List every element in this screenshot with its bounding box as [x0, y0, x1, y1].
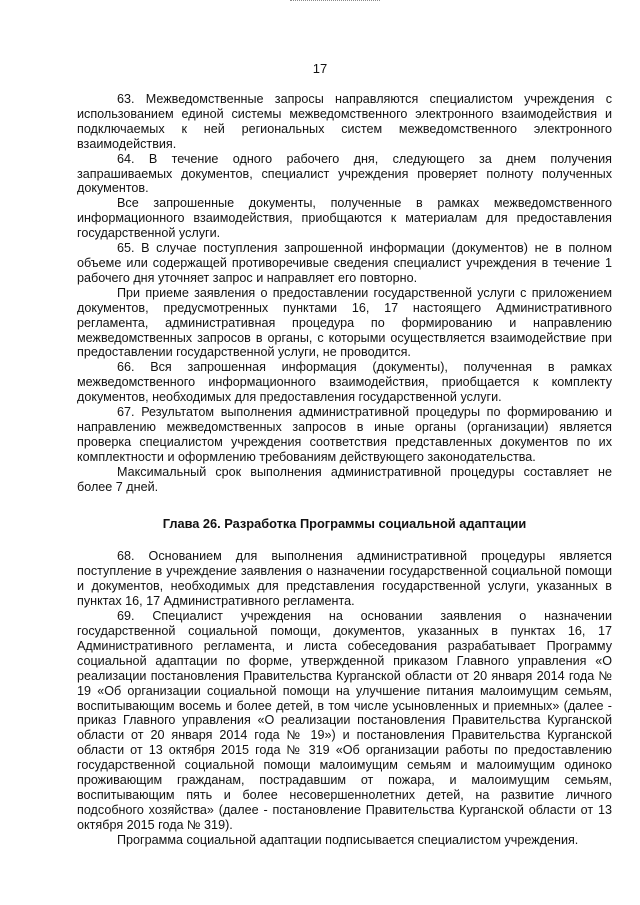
paragraph-68: 68. Основанием для выполнения административной процедуры является поступление в учреждение заявления о назначении государственной социальной помощи и документов, необходимых для представления государственной услуги, указанных в пунктах 16, 17 Административного регламента.: [77, 549, 612, 609]
paragraph-66: 66. Вся запрошенная информация (документы), полученная в рамках межведомственного информационного взаимодействия, приобщается к комплекту документов, необходимых для предоставления государственной услуги.: [77, 360, 612, 405]
paragraph-63: 63. Межведомственные запросы направляются специалистом учреждения с использованием единой системы межведомственного электронного взаимодействия и подключаемых к ней региональных систем межведомственного электронного взаимодействия.: [77, 92, 612, 151]
paragraph-67: 67. Результатом выполнения административной процедуры по формированию и направлению межведомственных запросов в иные органы (организации) является проверка специалистом учреждения соответствия представленных документов по их комплектности и оформлению требованиям действующего законодательства.: [77, 405, 612, 464]
chapter-title: Глава 26. Разработка Программы социальной адаптации: [162, 516, 527, 532]
paragraph-64: 64. В течение одного рабочего дня, следующего за днем получения запрашиваемых документов, специалист учреждения проверяет полноту полученных документов.: [77, 151, 612, 196]
document-body: [77, 92, 612, 848]
paragraph-69-signature: Программа социальной адаптации подписывается специалистом учреждения.: [117, 832, 579, 847]
paragraph-69: 69. Специалист учреждения на основании заявления о назначении государственной социальной помощи, документов, указанных в пунктах 16, 17 Административного регламента, и листа собеседования разрабатывает Программу социальной адаптации по форме, утвержденной приказом Главного управления «О реализации постановления Правительства Курганской области от 20 января 2014 года № 19 «Об организации социальной помощи на улучшение питания малоимущим семьям, воспитывающим восемь и более детей, в том числе усыновленных и приемных» (далее - приказ Главного управления «О реализации постановления Правительства Курганской области от 20 января 2014 года № 19») и постановления Правительства Курганской области от 13 октября 2015 года № 319 «Об организации работы по предоставлению государственной социальной помощи малоимущим семьям и малоимущим одиноко проживающим гражданам, пострадавшим от пожара, и малоимущим семьям, воспитывающим пять и более несовершеннолетних детей, на развитие личного подсобного хозяйства» (далее - постановление Правительства Курганской области от 13 октября 2015 года № 319).: [77, 609, 612, 832]
paragraph-65: 65. В случае поступления запрошенной информации (документов) не в полном объеме или содержащей противоречивые сведения специалист учреждения в течение 1 рабочего дня уточняет запрос и направляет его повторно.: [77, 241, 612, 285]
top-scan-mark: [290, 0, 380, 4]
paragraph-65-application: При приеме заявления о предоставлении государственной услуги с приложением документов, предусмотренных пунктами 16, 17 настоящего Административного регламента, административная процедура по формированию и направлению межведомственных запросов в органы, с которыми осуществляется взаимодействие при предоставлении государственной услуги, не проводится.: [77, 285, 612, 360]
paragraph-67-deadline: Максимальный срок выполнения административной процедуры составляет не более 7 дней.: [77, 464, 612, 494]
paragraph-64-documents: Все запрошенные документы, полученные в рамках межведомственного информационного взаимодействия, приобщаются к материалам для предоставления государственной услуги.: [77, 196, 612, 241]
page-number: 17: [312, 61, 328, 76]
